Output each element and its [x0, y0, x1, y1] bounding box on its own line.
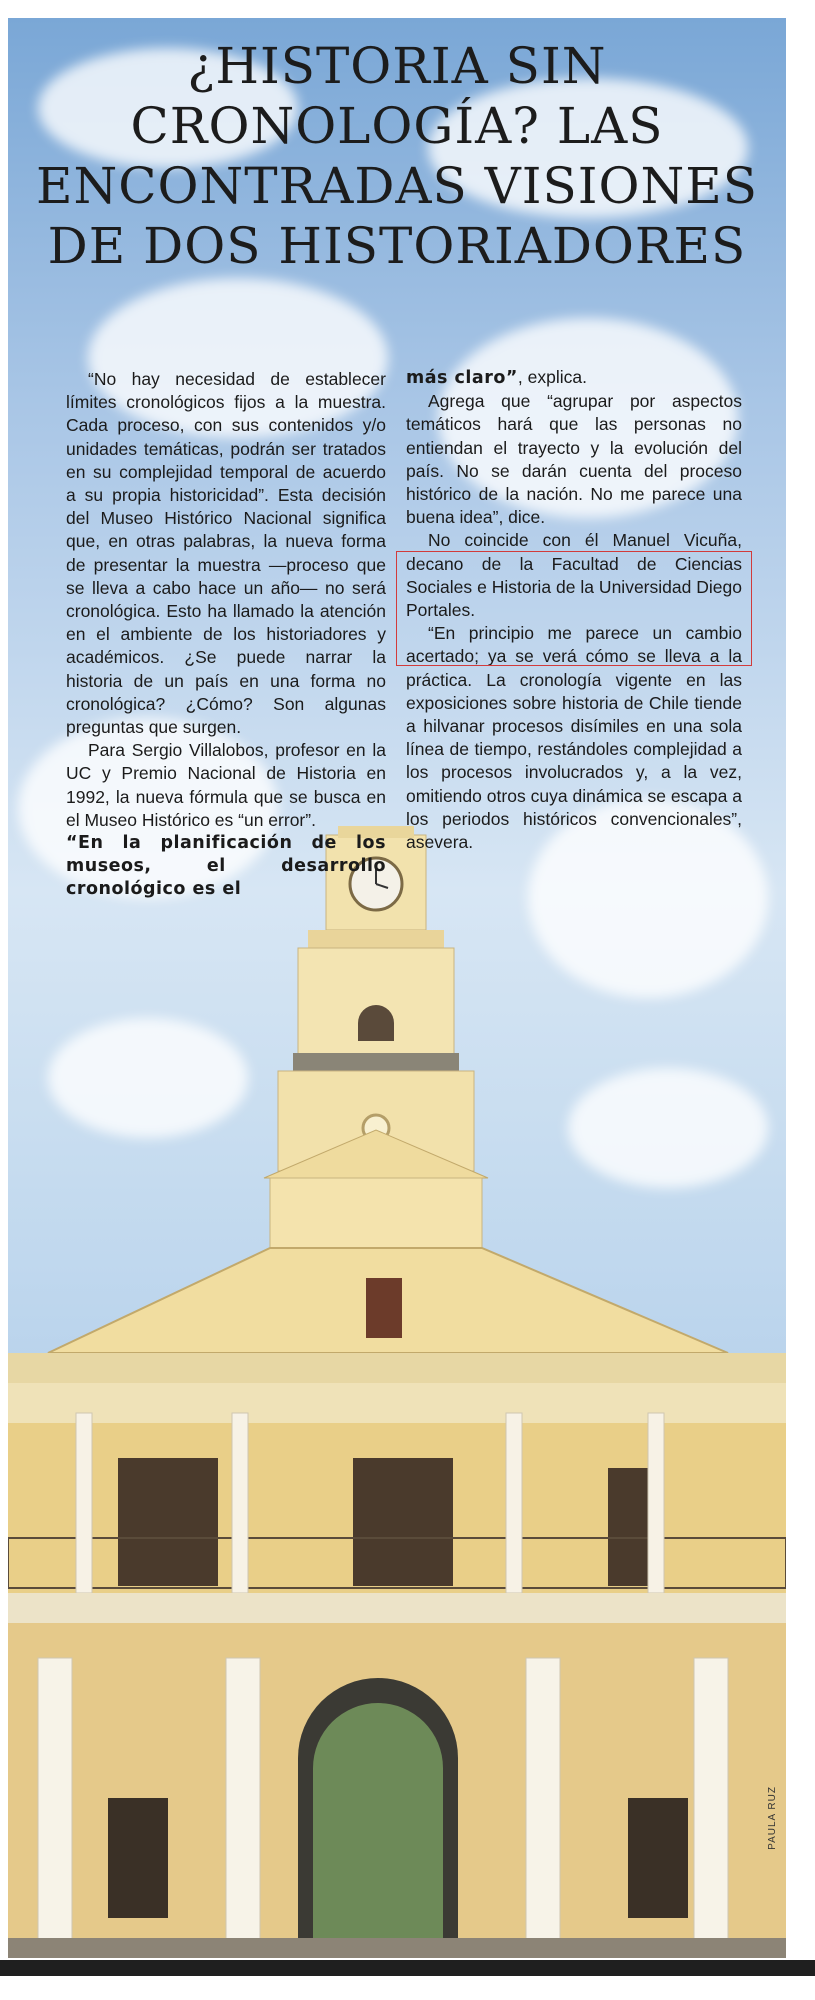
paragraph: Agrega que “agrupar por aspectos temáticos hará que las personas no entiendan el trayecto y la evolución del país. No se darán cuenta del proceso histórico de la nación. No me parece una buena idea”, dice. — [406, 391, 742, 528]
paragraph-tail: , explica. — [517, 367, 587, 387]
highlighted-paragraph: No coincide con él Manuel Vicuña, decano de la Facultad de Ciencias Sociales e Historia de la Universidad Diego Portales. — [406, 530, 742, 621]
museum-building-photo — [8, 18, 786, 1958]
article-page — [8, 18, 786, 1958]
pull-quote-end: más claro” — [406, 368, 518, 388]
footer-bar — [0, 1960, 815, 1976]
paragraph: “No hay necesidad de establecer límites cronológicos fijos a la muestra. Cada proceso, con sus contenidos y/o unidades temáticas, podrán ser tratados en su complejidad temporal de acuerdo a su propia historicidad”. Esta decisión del Museo Histórico Nacional significa que, en otras palabras, la nueva forma de presentar la muestra —proceso que se lleva a cabo hace un año— no será cronológica. Esto ha llamado la atención en el ambiente de los historiadores y académicos. ¿Se puede narrar la historia de un país en una forma no cronológica? ¿Cómo? Son algunas preguntas que surgen. — [66, 369, 386, 738]
paragraph: “En principio me parece un cambio acertado; ya se verá cómo se lleva a la práctica. La cronología vigente en las exposiciones sobre historia de Chile tiende a hilvanar procesos disímiles en una sola línea de tiempo, restándoles complejidad a los procesos involucrados y, a la vez, omitiendo otros cuya dinámica se escapa a los periodos históricos convencionales”, asevera. — [406, 623, 742, 853]
left-column — [66, 368, 386, 902]
pull-quote: “En la planificación de los museos, el desarrollo cronológico es el — [66, 833, 386, 900]
paragraph: Para Sergio Villalobos, profesor en la UC y Premio Nacional de Historia en 1992, la nueva fórmula que se busca en el Museo Histórico es “un error”. — [66, 740, 386, 830]
photo-credit: PAULA RUZ — [767, 1786, 778, 1850]
article-title: ¿HISTORIA SIN CRONOLOGÍA? LAS ENCONTRADAS VISIONES DE DOS HISTORIADORES — [35, 37, 759, 275]
highlight-box — [396, 551, 752, 666]
